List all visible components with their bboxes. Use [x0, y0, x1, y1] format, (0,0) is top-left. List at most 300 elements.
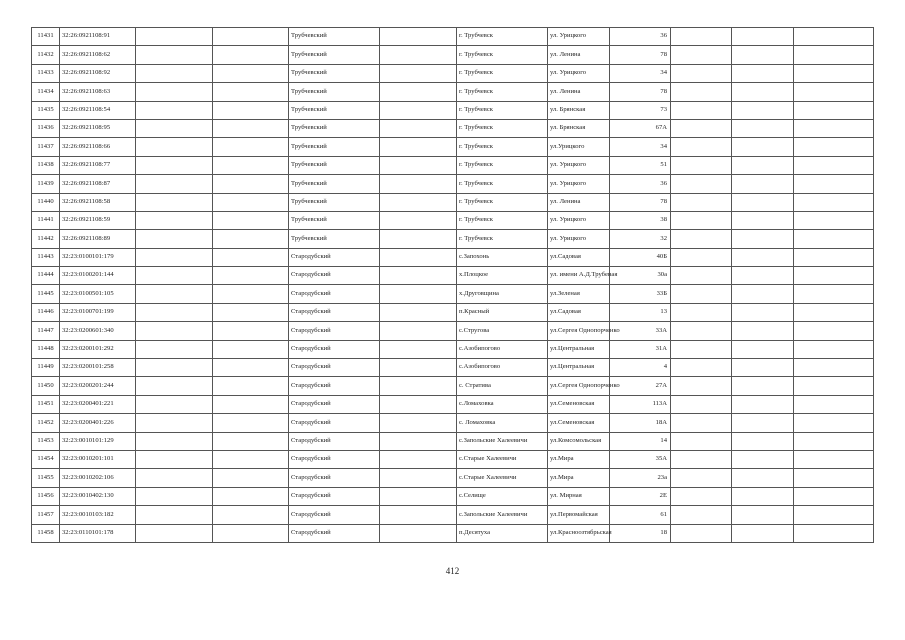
row-number-cell: 11443	[32, 248, 60, 266]
empty-cell	[794, 156, 874, 174]
empty-cell	[794, 359, 874, 377]
table-row	[32, 119, 874, 137]
district-cell: Стародубский	[289, 395, 380, 413]
cadastral-number-cell: 32:23:0200101:292	[60, 340, 136, 358]
empty-cell	[213, 524, 289, 542]
street-cell: ул. Ленина	[548, 46, 610, 64]
district-cell: Трубчевский	[289, 101, 380, 119]
empty-cell	[794, 285, 874, 303]
cadastral-number-cell: 32:26:0921108:91	[60, 28, 136, 46]
empty-cell	[136, 193, 213, 211]
locality-cell: с.Старые Халеевичи	[457, 450, 548, 468]
row-number-cell: 11457	[32, 506, 60, 524]
district-cell: Стародубский	[289, 377, 380, 395]
locality-cell: с.Ломаховка	[457, 395, 548, 413]
cadastral-number-cell: 32:23:0110101:178	[60, 524, 136, 542]
row-number-cell: 11444	[32, 267, 60, 285]
empty-cell	[794, 395, 874, 413]
empty-cell	[380, 230, 457, 248]
empty-cell	[380, 211, 457, 229]
empty-cell	[380, 432, 457, 450]
empty-cell	[671, 28, 732, 46]
row-number-cell: 11439	[32, 175, 60, 193]
street-cell: ул.Семеновская	[548, 395, 610, 413]
cadastral-number-cell: 32:26:0921108:89	[60, 230, 136, 248]
row-number-cell: 11456	[32, 487, 60, 505]
district-cell: Трубчевский	[289, 230, 380, 248]
empty-cell	[794, 506, 874, 524]
empty-cell	[136, 64, 213, 82]
empty-cell	[732, 156, 794, 174]
empty-cell	[136, 119, 213, 137]
registry-table	[31, 27, 874, 543]
empty-cell	[732, 46, 794, 64]
empty-cell	[380, 303, 457, 321]
district-cell: Стародубский	[289, 450, 380, 468]
empty-cell	[794, 303, 874, 321]
empty-cell	[136, 506, 213, 524]
district-cell: Стародубский	[289, 285, 380, 303]
empty-cell	[380, 395, 457, 413]
empty-cell	[213, 377, 289, 395]
house-number-cell: 78	[610, 193, 671, 211]
cadastral-number-cell: 32:23:0200101:258	[60, 359, 136, 377]
table-row	[32, 414, 874, 432]
locality-cell: г. Трубчевск	[457, 83, 548, 101]
empty-cell	[213, 432, 289, 450]
empty-cell	[794, 28, 874, 46]
district-cell: Трубчевский	[289, 28, 380, 46]
table-row	[32, 487, 874, 505]
cadastral-number-cell: 32:23:0010103:182	[60, 506, 136, 524]
district-cell: Стародубский	[289, 432, 380, 450]
empty-cell	[732, 267, 794, 285]
empty-cell	[213, 230, 289, 248]
table-row	[32, 285, 874, 303]
table-row	[32, 211, 874, 229]
street-cell: ул.Центральная	[548, 359, 610, 377]
empty-cell	[794, 469, 874, 487]
registry-table-body	[32, 28, 874, 543]
street-cell: ул. Урицкого	[548, 175, 610, 193]
locality-cell: с.Старые Халеевичи	[457, 469, 548, 487]
district-cell: Стародубский	[289, 469, 380, 487]
locality-cell: с. Ломаховка	[457, 414, 548, 432]
empty-cell	[136, 432, 213, 450]
house-number-cell: 78	[610, 46, 671, 64]
district-cell: Трубчевский	[289, 119, 380, 137]
street-cell: ул.Урицкого	[548, 138, 610, 156]
cadastral-number-cell: 32:23:0010101:129	[60, 432, 136, 450]
empty-cell	[794, 377, 874, 395]
empty-cell	[213, 193, 289, 211]
cadastral-number-cell: 32:23:0100101:179	[60, 248, 136, 266]
locality-cell: с.Азобипогово	[457, 340, 548, 358]
empty-cell	[380, 322, 457, 340]
row-number-cell: 11452	[32, 414, 60, 432]
street-cell: ул. Урицкого	[548, 156, 610, 174]
locality-cell: г. Трубчевск	[457, 138, 548, 156]
house-number-cell: 2Е	[610, 487, 671, 505]
empty-cell	[794, 83, 874, 101]
empty-cell	[671, 285, 732, 303]
empty-cell	[732, 193, 794, 211]
table-row	[32, 267, 874, 285]
row-number-cell: 11436	[32, 119, 60, 137]
row-number-cell: 11432	[32, 46, 60, 64]
empty-cell	[136, 487, 213, 505]
empty-cell	[732, 322, 794, 340]
table-row	[32, 193, 874, 211]
row-number-cell: 11453	[32, 432, 60, 450]
empty-cell	[732, 340, 794, 358]
empty-cell	[732, 524, 794, 542]
cadastral-number-cell: 32:26:0921108:77	[60, 156, 136, 174]
empty-cell	[794, 175, 874, 193]
empty-cell	[671, 487, 732, 505]
empty-cell	[671, 193, 732, 211]
street-cell: ул. Ленина	[548, 83, 610, 101]
house-number-cell: 34	[610, 64, 671, 82]
cadastral-number-cell: 32:26:0921108:62	[60, 46, 136, 64]
cadastral-number-cell: 32:26:0921108:66	[60, 138, 136, 156]
locality-cell: с.Запольские Халеевичи	[457, 432, 548, 450]
empty-cell	[671, 46, 732, 64]
empty-cell	[732, 64, 794, 82]
house-number-cell: 40Б	[610, 248, 671, 266]
street-cell: ул. Урицкого	[548, 28, 610, 46]
row-number-cell: 11433	[32, 64, 60, 82]
empty-cell	[136, 395, 213, 413]
cadastral-number-cell: 32:23:0200401:221	[60, 395, 136, 413]
empty-cell	[671, 432, 732, 450]
empty-cell	[213, 340, 289, 358]
table-row	[32, 83, 874, 101]
page-number: 412	[445, 566, 460, 576]
empty-cell	[732, 414, 794, 432]
row-number-cell: 11454	[32, 450, 60, 468]
house-number-cell: 30а	[610, 267, 671, 285]
cadastral-number-cell: 32:26:0921108:95	[60, 119, 136, 137]
empty-cell	[136, 303, 213, 321]
empty-cell	[136, 340, 213, 358]
street-cell: ул.Комсомольская	[548, 432, 610, 450]
locality-cell: г. Трубчевск	[457, 119, 548, 137]
empty-cell	[671, 377, 732, 395]
house-number-cell: 27А	[610, 377, 671, 395]
empty-cell	[213, 28, 289, 46]
empty-cell	[136, 101, 213, 119]
empty-cell	[380, 119, 457, 137]
row-number-cell: 11447	[32, 322, 60, 340]
empty-cell	[794, 193, 874, 211]
table-row	[32, 138, 874, 156]
house-number-cell: 73	[610, 101, 671, 119]
district-cell: Стародубский	[289, 322, 380, 340]
table-row	[32, 248, 874, 266]
empty-cell	[136, 469, 213, 487]
house-number-cell: 35А	[610, 450, 671, 468]
empty-cell	[671, 359, 732, 377]
cadastral-number-cell: 32:23:0100501:105	[60, 285, 136, 303]
house-number-cell: 67А	[610, 119, 671, 137]
row-number-cell: 11435	[32, 101, 60, 119]
empty-cell	[732, 28, 794, 46]
locality-cell: г. Трубчевск	[457, 156, 548, 174]
locality-cell: с. Стратива	[457, 377, 548, 395]
empty-cell	[732, 450, 794, 468]
empty-cell	[732, 248, 794, 266]
empty-cell	[794, 524, 874, 542]
street-cell: ул.Садовая	[548, 248, 610, 266]
empty-cell	[213, 211, 289, 229]
empty-cell	[213, 487, 289, 505]
district-cell: Трубчевский	[289, 156, 380, 174]
empty-cell	[671, 64, 732, 82]
district-cell: Трубчевский	[289, 138, 380, 156]
table-row	[32, 377, 874, 395]
empty-cell	[136, 46, 213, 64]
cadastral-number-cell: 32:26:0921108:92	[60, 64, 136, 82]
table-row	[32, 101, 874, 119]
locality-cell: х.Плоцкое	[457, 267, 548, 285]
house-number-cell: 38	[610, 211, 671, 229]
cadastral-number-cell: 32:23:0100201:144	[60, 267, 136, 285]
district-cell: Стародубский	[289, 359, 380, 377]
district-cell: Трубчевский	[289, 64, 380, 82]
empty-cell	[136, 450, 213, 468]
empty-cell	[213, 138, 289, 156]
empty-cell	[213, 322, 289, 340]
empty-cell	[380, 450, 457, 468]
house-number-cell: 33А	[610, 322, 671, 340]
locality-cell: х.Друговщина	[457, 285, 548, 303]
empty-cell	[136, 377, 213, 395]
house-number-cell: 23а	[610, 469, 671, 487]
empty-cell	[213, 469, 289, 487]
house-number-cell: 36	[610, 175, 671, 193]
table-row	[32, 340, 874, 358]
empty-cell	[380, 83, 457, 101]
empty-cell	[213, 156, 289, 174]
empty-cell	[213, 248, 289, 266]
empty-cell	[732, 175, 794, 193]
empty-cell	[671, 303, 732, 321]
empty-cell	[380, 64, 457, 82]
empty-cell	[136, 230, 213, 248]
empty-cell	[671, 156, 732, 174]
empty-cell	[732, 487, 794, 505]
locality-cell: с.Стругова	[457, 322, 548, 340]
empty-cell	[732, 359, 794, 377]
empty-cell	[671, 175, 732, 193]
table-row	[32, 28, 874, 46]
empty-cell	[671, 506, 732, 524]
empty-cell	[671, 83, 732, 101]
row-number-cell: 11440	[32, 193, 60, 211]
empty-cell	[380, 377, 457, 395]
street-cell: ул.Центральная	[548, 340, 610, 358]
empty-cell	[732, 138, 794, 156]
empty-cell	[136, 211, 213, 229]
empty-cell	[213, 285, 289, 303]
district-cell: Стародубский	[289, 340, 380, 358]
empty-cell	[671, 340, 732, 358]
house-number-cell: 34	[610, 138, 671, 156]
street-cell: ул.Сергея Однопорченко	[548, 322, 610, 340]
locality-cell: г. Трубчевск	[457, 101, 548, 119]
house-number-cell: 13	[610, 303, 671, 321]
district-cell: Стародубский	[289, 303, 380, 321]
empty-cell	[671, 248, 732, 266]
table-row	[32, 450, 874, 468]
cadastral-number-cell: 32:26:0921108:63	[60, 83, 136, 101]
house-number-cell: 4	[610, 359, 671, 377]
house-number-cell: 18	[610, 524, 671, 542]
district-cell: Стародубский	[289, 487, 380, 505]
empty-cell	[136, 524, 213, 542]
empty-cell	[732, 377, 794, 395]
empty-cell	[136, 83, 213, 101]
house-number-cell: 51	[610, 156, 671, 174]
locality-cell: с.Селище	[457, 487, 548, 505]
empty-cell	[380, 138, 457, 156]
cadastral-number-cell: 32:23:0010202:106	[60, 469, 136, 487]
empty-cell	[380, 506, 457, 524]
cadastral-number-cell: 32:23:0100701:199	[60, 303, 136, 321]
table-row	[32, 506, 874, 524]
empty-cell	[380, 248, 457, 266]
row-number-cell: 11438	[32, 156, 60, 174]
empty-cell	[380, 101, 457, 119]
empty-cell	[671, 267, 732, 285]
empty-cell	[671, 119, 732, 137]
locality-cell: п.Красный	[457, 303, 548, 321]
empty-cell	[136, 414, 213, 432]
empty-cell	[213, 175, 289, 193]
district-cell: Трубчевский	[289, 83, 380, 101]
empty-cell	[213, 119, 289, 137]
empty-cell	[671, 211, 732, 229]
empty-cell	[380, 414, 457, 432]
empty-cell	[136, 248, 213, 266]
cadastral-number-cell: 32:23:0010402:130	[60, 487, 136, 505]
cadastral-number-cell: 32:26:0921108:54	[60, 101, 136, 119]
empty-cell	[213, 395, 289, 413]
table-row	[32, 359, 874, 377]
empty-cell	[732, 432, 794, 450]
empty-cell	[213, 46, 289, 64]
empty-cell	[732, 101, 794, 119]
street-cell: ул. Урицкого	[548, 211, 610, 229]
empty-cell	[794, 119, 874, 137]
row-number-cell: 11446	[32, 303, 60, 321]
street-cell: ул. Брянская	[548, 101, 610, 119]
row-number-cell: 11441	[32, 211, 60, 229]
empty-cell	[794, 267, 874, 285]
district-cell: Трубчевский	[289, 46, 380, 64]
district-cell: Стародубский	[289, 506, 380, 524]
empty-cell	[213, 359, 289, 377]
empty-cell	[136, 359, 213, 377]
district-cell: Трубчевский	[289, 193, 380, 211]
district-cell: Трубчевский	[289, 211, 380, 229]
empty-cell	[671, 469, 732, 487]
empty-cell	[671, 101, 732, 119]
table-row	[32, 303, 874, 321]
empty-cell	[794, 46, 874, 64]
street-cell: ул.Сергея Однопорченко	[548, 377, 610, 395]
locality-cell: г. Трубчевск	[457, 46, 548, 64]
empty-cell	[380, 285, 457, 303]
empty-cell	[380, 340, 457, 358]
empty-cell	[136, 322, 213, 340]
row-number-cell: 11442	[32, 230, 60, 248]
empty-cell	[213, 450, 289, 468]
empty-cell	[380, 359, 457, 377]
street-cell: ул.Первомайская	[548, 506, 610, 524]
empty-cell	[794, 211, 874, 229]
empty-cell	[213, 101, 289, 119]
street-cell: ул.Мира	[548, 469, 610, 487]
table-row	[32, 46, 874, 64]
empty-cell	[671, 450, 732, 468]
empty-cell	[380, 175, 457, 193]
locality-cell: г. Трубчевск	[457, 175, 548, 193]
empty-cell	[794, 230, 874, 248]
empty-cell	[794, 101, 874, 119]
district-cell: Стародубский	[289, 248, 380, 266]
empty-cell	[671, 524, 732, 542]
table-row	[32, 432, 874, 450]
empty-cell	[213, 83, 289, 101]
house-number-cell: 31А	[610, 340, 671, 358]
street-cell: ул.Семеновская	[548, 414, 610, 432]
cadastral-number-cell: 32:26:0921108:87	[60, 175, 136, 193]
table-row	[32, 64, 874, 82]
street-cell: ул.Садовая	[548, 303, 610, 321]
empty-cell	[380, 193, 457, 211]
locality-cell: г. Трубчевск	[457, 193, 548, 211]
row-number-cell: 11434	[32, 83, 60, 101]
empty-cell	[380, 28, 457, 46]
row-number-cell: 11437	[32, 138, 60, 156]
house-number-cell: 61	[610, 506, 671, 524]
empty-cell	[136, 28, 213, 46]
row-number-cell: 11455	[32, 469, 60, 487]
empty-cell	[213, 64, 289, 82]
empty-cell	[136, 285, 213, 303]
cadastral-number-cell: 32:26:0921108:59	[60, 211, 136, 229]
house-number-cell: 18А	[610, 414, 671, 432]
row-number-cell: 11458	[32, 524, 60, 542]
empty-cell	[213, 506, 289, 524]
empty-cell	[794, 414, 874, 432]
empty-cell	[380, 469, 457, 487]
empty-cell	[732, 469, 794, 487]
locality-cell: с.Запохонь	[457, 248, 548, 266]
locality-cell: г. Трубчевск	[457, 230, 548, 248]
house-number-cell: 78	[610, 83, 671, 101]
street-cell: ул.Мира	[548, 450, 610, 468]
empty-cell	[732, 230, 794, 248]
district-cell: Стародубский	[289, 267, 380, 285]
row-number-cell: 11450	[32, 377, 60, 395]
empty-cell	[794, 340, 874, 358]
empty-cell	[794, 248, 874, 266]
locality-cell: г. Трубчевск	[457, 64, 548, 82]
cadastral-number-cell: 32:26:0921108:58	[60, 193, 136, 211]
